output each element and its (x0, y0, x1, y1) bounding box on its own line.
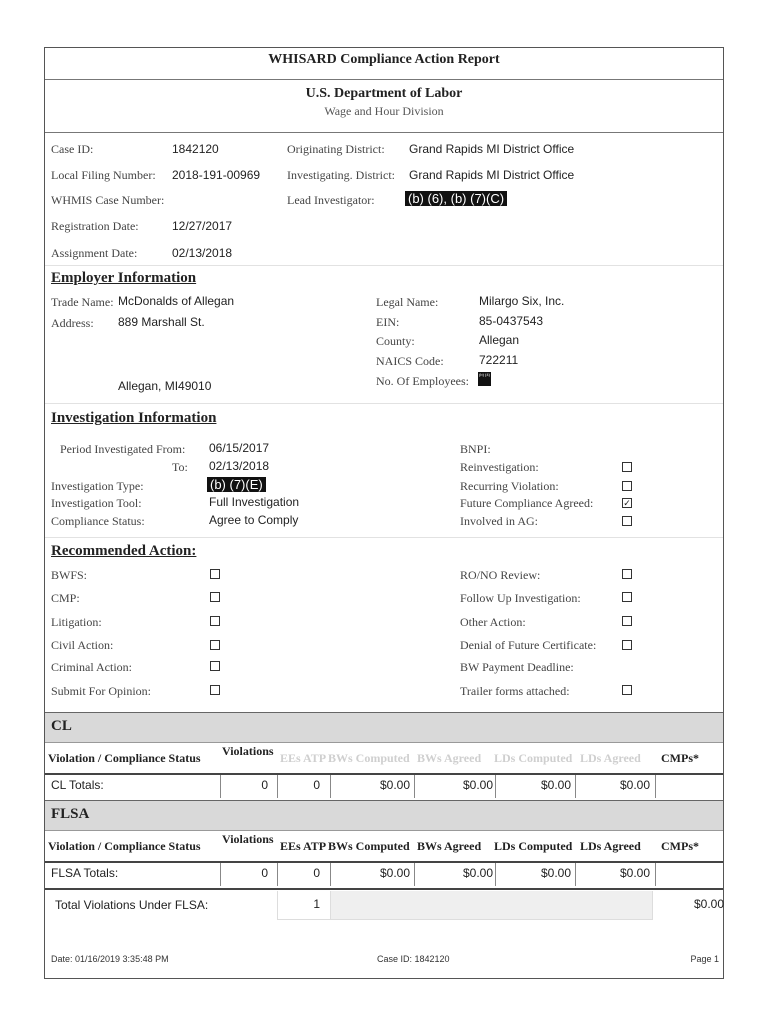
flsa-totals-rule (45, 888, 723, 890)
recommended-heading: Recommended Action: (51, 543, 197, 559)
flsa-band (45, 800, 723, 831)
civil-action-label: Civil Action: (51, 638, 114, 652)
total-violations-label: Total Violations Under FLSA: (55, 898, 209, 912)
criminal-action-label: Criminal Action: (51, 660, 132, 674)
division-name: Wage and Hour Division (324, 104, 444, 118)
cl-header-rule (45, 773, 723, 775)
flsa-header-status: Violation / Compliance Status (48, 839, 201, 853)
address-line2: Allegan, MI49010 (118, 379, 212, 393)
litigation-checkbox[interactable] (210, 616, 220, 626)
flsa-col-sep-5 (495, 863, 496, 886)
involved-ag-checkbox[interactable] (622, 516, 632, 526)
submit-opinion-checkbox[interactable] (210, 685, 220, 695)
inv-type-redaction: (b) (7)(E) (207, 477, 266, 492)
flsa-col-sep-4 (414, 863, 415, 886)
trailer-checkbox[interactable] (622, 685, 632, 695)
cl-col-sep-7 (655, 775, 656, 798)
case-id-value: 1842120 (172, 142, 219, 156)
total-row-bottom (277, 919, 653, 920)
inv-district-value: Grand Rapids MI District Office (409, 168, 575, 182)
cl-totals-label: CL Totals: (51, 778, 104, 792)
followup-checkbox[interactable] (622, 592, 632, 602)
footer-case-id: Case ID: 1842120 (377, 954, 450, 964)
cl-totals-bws-computed: $0.00 (379, 778, 410, 792)
denial-label: Denial of Future Certificate: (460, 638, 597, 652)
legal-name-value: Milargo Six, Inc. (479, 294, 565, 308)
reinvestigation-checkbox[interactable] (622, 462, 632, 472)
flsa-header-bws-agreed: BWs Agreed (417, 839, 482, 853)
bw-deadline-label: BW Payment Deadline: (460, 660, 574, 674)
reinvestigation-label: Reinvestigation: (460, 460, 539, 474)
cl-totals-lds-computed: $0.00 (540, 778, 571, 792)
flsa-col-sep-2 (277, 863, 278, 886)
total-row-sep-1 (277, 891, 278, 919)
total-row-sep-3 (652, 891, 653, 919)
compliance-status-value: Agree to Comply (209, 513, 299, 527)
investigation-heading: Investigation Information (51, 410, 217, 426)
inv-type-label: Investigation Type: (51, 479, 144, 493)
inv-tool-label: Investigation Tool: (51, 496, 142, 510)
flsa-totals-lds-computed: $0.00 (540, 866, 571, 880)
bwfs-checkbox[interactable] (210, 569, 220, 579)
address-label: Address: (51, 316, 94, 330)
cl-col-sep-1 (220, 775, 221, 798)
flsa-col-sep-1 (220, 863, 221, 886)
naics-value: 722211 (479, 353, 519, 367)
title-divider (45, 79, 723, 80)
cl-header-lds-computed: LDs Computed (494, 751, 573, 765)
county-value: Allegan (479, 333, 520, 347)
employees-redaction: (b) (4) (478, 372, 491, 386)
lead-investigator-label: Lead Investigator: (287, 193, 375, 207)
flsa-col-sep-3 (330, 863, 331, 886)
total-row-sep-2 (330, 891, 331, 919)
flsa-totals-lds-agreed: $0.00 (619, 866, 650, 880)
cl-header-violations: Violations (222, 744, 274, 758)
involved-ag-label: Involved in AG: (460, 514, 538, 528)
naics-label: NAICS Code: (376, 354, 444, 368)
footer-page: Page 1 (690, 954, 719, 964)
period-from-value: 06/15/2017 (209, 441, 270, 455)
future-compliance-label: Future Compliance Agreed: (460, 496, 594, 510)
rono-review-label: RO/NO Review: (460, 568, 541, 582)
recurring-checkbox[interactable] (622, 481, 632, 491)
registration-label: Registration Date: (51, 219, 139, 233)
period-to-value: 02/13/2018 (209, 459, 270, 473)
county-label: County: (376, 334, 415, 348)
employer-heading: Employer Information (51, 270, 197, 286)
cl-band-label: CL (51, 718, 72, 734)
ein-value: 85-0437543 (479, 314, 544, 328)
flsa-header-lds-computed: LDs Computed (494, 839, 573, 853)
trade-name-value: McDonalds of Allegan (118, 294, 235, 308)
assignment-label: Assignment Date: (51, 246, 138, 260)
denial-checkbox[interactable] (622, 640, 632, 650)
cl-totals-lds-agreed: $0.00 (619, 778, 650, 792)
inv-district-label: Investigating. District: (287, 168, 395, 182)
employees-label: No. Of Employees: (376, 374, 469, 388)
flsa-header-violations: Violations (222, 832, 274, 846)
bwfs-label: BWFS: (51, 568, 88, 582)
cl-col-sep-4 (414, 775, 415, 798)
bnpi-label: BNPI: (460, 442, 491, 456)
department-name: U.S. Department of Labor (305, 86, 463, 101)
total-violations-shaded-cells (330, 891, 652, 919)
flsa-totals-violations: 0 (261, 866, 268, 880)
cmp-checkbox[interactable] (210, 592, 220, 602)
period-from-label: Period Investigated From: (60, 442, 186, 456)
rono-review-checkbox[interactable] (622, 569, 632, 579)
flsa-totals-label: FLSA Totals: (51, 866, 119, 880)
future-compliance-checkbox[interactable]: ✓ (623, 498, 631, 508)
cmp-label: CMP: (51, 591, 80, 605)
cl-col-sep-2 (277, 775, 278, 798)
case-divider (45, 265, 723, 266)
cl-totals-bws-agreed: $0.00 (462, 778, 493, 792)
inv-tool-value: Full Investigation (209, 495, 300, 509)
criminal-action-checkbox[interactable] (210, 661, 220, 671)
cl-header-cmps: CMPs* (661, 751, 699, 765)
assignment-value: 02/13/2018 (172, 246, 233, 260)
trade-name-label: Trade Name: (51, 295, 114, 309)
report-title: WHISARD Compliance Action Report (268, 52, 500, 67)
cl-header-bws-agreed: BWs Agreed (417, 751, 482, 765)
header-divider (45, 132, 723, 133)
flsa-totals-bws-computed: $0.00 (379, 866, 410, 880)
local-filing-label: Local Filing Number: (51, 168, 156, 182)
case-id-label: Case ID: (51, 142, 94, 156)
other-action-checkbox[interactable] (622, 616, 632, 626)
total-violations-value: 1 (313, 897, 320, 911)
total-violations-amount: $0.00 (693, 897, 724, 911)
flsa-col-sep-6 (575, 863, 576, 886)
cl-col-sep-6 (575, 775, 576, 798)
litigation-label: Litigation: (51, 615, 102, 629)
cl-totals-violations: 0 (261, 778, 268, 792)
followup-label: Follow Up Investigation: (460, 591, 581, 605)
cl-header-bws-computed: BWs Computed (328, 751, 410, 765)
investigation-divider (45, 537, 723, 538)
trailer-label: Trailer forms attached: (460, 684, 570, 698)
recurring-label: Recurring Violation: (460, 479, 559, 493)
lead-investigator-redaction: (b) (6), (b) (7)(C) (405, 191, 507, 206)
flsa-band-label: FLSA (51, 806, 90, 822)
cl-col-sep-5 (495, 775, 496, 798)
address-line1: 889 Marshall St. (118, 315, 205, 329)
legal-name-label: Legal Name: (376, 295, 439, 309)
flsa-header-lds-agreed: LDs Agreed (580, 839, 641, 853)
flsa-header-rule (45, 861, 723, 863)
compliance-status-label: Compliance Status: (51, 514, 145, 528)
submit-opinion-label: Submit For Opinion: (51, 684, 152, 698)
cl-header-ees: EEs ATP (280, 751, 327, 765)
flsa-header-ees: EEs ATP (280, 839, 327, 853)
flsa-header-cmps: CMPs* (661, 839, 699, 853)
cl-totals-ees: 0 (313, 778, 320, 792)
footer-date: Date: 01/16/2019 3:35:48 PM (51, 954, 169, 964)
flsa-totals-ees: 0 (313, 866, 320, 880)
local-filing-value: 2018-191-00969 (172, 168, 261, 182)
flsa-totals-bws-agreed: $0.00 (462, 866, 493, 880)
flsa-col-sep-7 (655, 863, 656, 886)
flsa-header-bws-computed: BWs Computed (328, 839, 410, 853)
orig-district-label: Originating District: (287, 142, 385, 156)
cl-band (45, 712, 723, 743)
whmis-label: WHMIS Case Number: (51, 193, 165, 207)
cl-header-status: Violation / Compliance Status (48, 751, 201, 765)
period-to-label: To: (172, 460, 188, 474)
cl-col-sep-3 (330, 775, 331, 798)
registration-value: 12/27/2017 (172, 219, 233, 233)
cl-header-lds-agreed: LDs Agreed (580, 751, 641, 765)
employer-divider (45, 403, 723, 404)
civil-action-checkbox[interactable] (210, 640, 220, 650)
ein-label: EIN: (376, 315, 400, 329)
orig-district-value: Grand Rapids MI District Office (409, 142, 575, 156)
other-action-label: Other Action: (460, 615, 526, 629)
